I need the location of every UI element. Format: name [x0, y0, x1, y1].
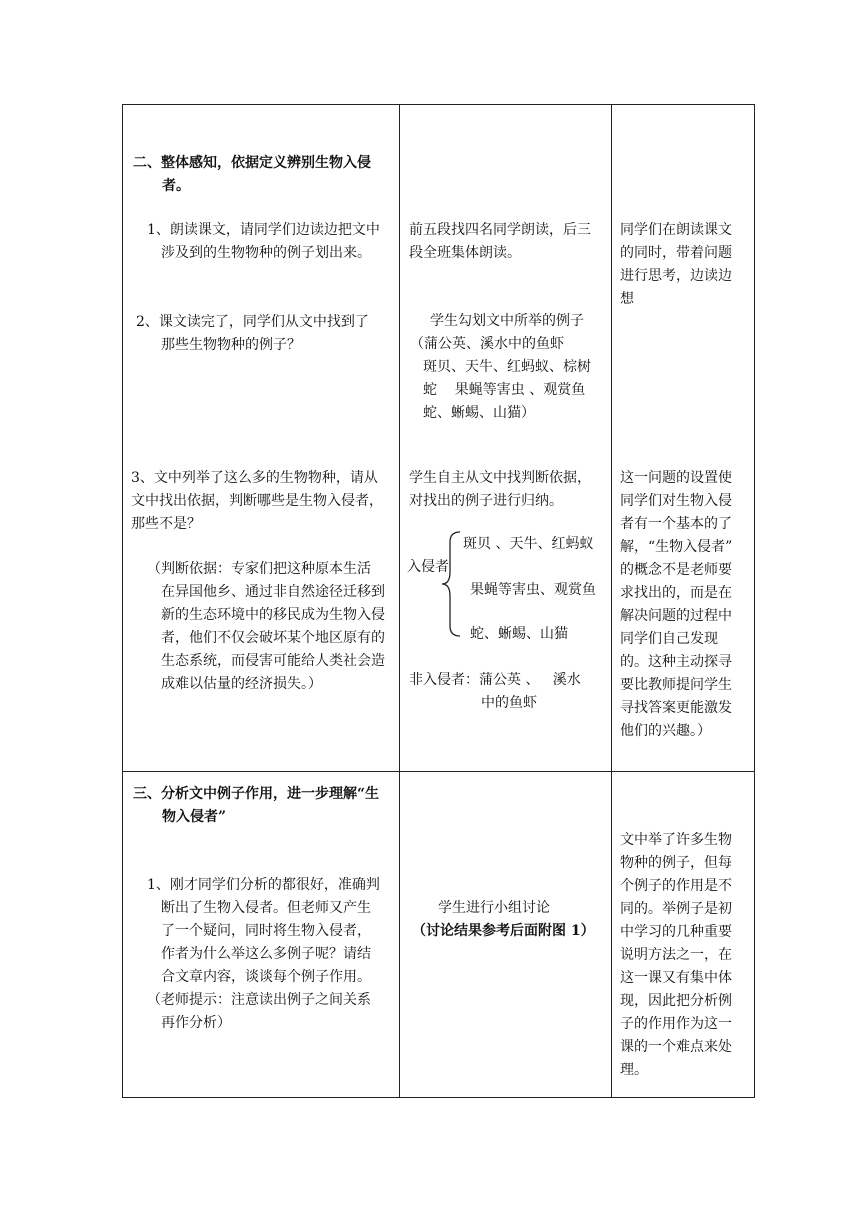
question-2: 2、课文读完了，同学们从文中找到了: [136, 314, 369, 330]
question-3: 3、文中列举了这么多的生物物种，请从: [131, 470, 378, 486]
discussion-result-note: （讨论结果参考后面附图 1）: [412, 923, 595, 939]
activity-2-cont: 蛇、蜥蜴、山猫）: [423, 405, 535, 421]
question-1: 1、朗读课文，请同学们边读边把文中: [147, 222, 380, 238]
activity-2-cont: 斑贝、天牛、红蚂蚁、棕树: [423, 359, 591, 375]
section-heading-2-cont: 者。: [162, 178, 190, 194]
curly-brace: [440, 530, 462, 638]
section-heading-2: 二、整体感知，依据定义辨别生物入侵: [133, 155, 371, 171]
commentary-2-cont: 解决问题的过程中: [620, 608, 732, 624]
criteria-note-cont: 者，他们不仅会破坏某个地区原有的: [161, 630, 385, 646]
question-4-cont: 断出了生物入侵者。但老师又产生: [161, 900, 371, 916]
commentary-3-cont: 这一课又有集中体: [620, 970, 732, 986]
section-heading-3: 三、分析文中例子作用，进一步理解“生: [133, 786, 380, 802]
criteria-note-cont: 在异国他乡、通过非自然途径迁移到: [161, 584, 385, 600]
commentary-2-cont: 他们的兴趣。）: [620, 723, 711, 739]
commentary-3-cont: 理。: [620, 1062, 648, 1078]
invader-label: 入侵者: [407, 559, 449, 575]
commentary-2-cont: 同学们自己发现: [620, 631, 718, 647]
column-divider: [611, 105, 612, 1097]
commentary-1-cont: 的同时，带着问题: [620, 245, 732, 261]
non-invader: 非入侵者：蒲公英 、 溪水: [409, 672, 581, 688]
question-2-cont: 那些生物物种的例子？: [161, 337, 301, 353]
question-1-cont: 涉及到的生物物种的例子划出来。: [161, 245, 371, 261]
commentary-1-cont: 进行思考，边读边: [620, 268, 732, 284]
non-invader-cont: 中的鱼虾: [481, 695, 537, 711]
commentary-3-cont: 中学习的几种重要: [620, 924, 732, 940]
activity-2-cont: 蛇 果蝇等害虫 、观赏鱼: [423, 382, 586, 398]
commentary-3-cont: 个例子的作用是不: [620, 878, 732, 894]
commentary-3-cont: 子的作用作为这一: [620, 1016, 732, 1032]
question-4-cont: 作者为什么举这么多例子呢？请结: [161, 946, 371, 962]
question-3-cont: 那些不是？: [131, 516, 201, 532]
commentary-2-cont: 者有一个基本的了: [620, 516, 732, 532]
commentary-2-cont: 要比教师提问学生: [620, 677, 732, 693]
commentary-2: 这一问题的设置使: [620, 470, 732, 486]
section-heading-3-cont: 物入侵者”: [162, 809, 227, 825]
commentary-3-cont: 同的。举例子是初: [620, 901, 732, 917]
activity-3-cont: 对找出的例子进行归纳。: [409, 493, 563, 509]
commentary-2-cont: 解，“生物入侵者”: [620, 539, 733, 555]
teacher-hint: （老师提示：注意读出例子之间关系: [147, 992, 371, 1008]
commentary-3-cont: 课的一个难点来处: [620, 1039, 732, 1055]
activity-1-cont: 段全班集体朗读。: [409, 245, 521, 261]
commentary-2-cont: 同学们对生物入侵: [620, 493, 732, 509]
question-4-cont: 了一个疑问，同时将生物入侵者，: [161, 923, 371, 939]
commentary-1-cont: 想: [620, 291, 634, 307]
question-3-cont: 文中找出依据，判断哪些是生物入侵者，: [131, 493, 383, 509]
commentary-2-cont: 的。这种主动探寻: [620, 654, 732, 670]
commentary-3-cont: 物种的例子，但每: [620, 855, 732, 871]
row-divider: [123, 771, 754, 772]
activity-1: 前五段找四名同学朗读，后三: [409, 222, 591, 238]
invader-list-item: 斑贝 、天牛、红蚂蚁: [463, 536, 594, 552]
commentary-2-cont: 的概念不是老师要: [620, 562, 732, 578]
criteria-note-cont: 生态系统，而侵害可能给人类社会造: [161, 653, 385, 669]
commentary-1: 同学们在朗读课文: [620, 222, 732, 238]
invader-list-item: 果蝇等害虫、观赏鱼: [470, 582, 596, 598]
commentary-2-cont: 寻找答案更能激发: [620, 700, 732, 716]
invader-list-item: 蛇、蜥蜴、山猫: [470, 626, 568, 642]
teacher-hint-cont: 再作分析）: [161, 1015, 231, 1031]
activity-2-cont: （蒲公英、溪水中的鱼虾: [410, 336, 564, 352]
group-discussion: 学生进行小组讨论: [438, 900, 550, 916]
question-4-cont: 合文章内容，谈谈每个例子作用。: [161, 969, 371, 985]
commentary-3: 文中举了许多生物: [620, 832, 732, 848]
activity-3: 学生自主从文中找判断依据，: [409, 470, 591, 486]
commentary-2-cont: 求找出的，而是在: [620, 585, 732, 601]
criteria-note-cont: 新的生态环境中的移民成为生物入侵: [161, 607, 385, 623]
commentary-3-cont: 说明方法之一，在: [620, 947, 732, 963]
commentary-3-cont: 现，因此把分析例: [620, 993, 732, 1009]
column-divider: [399, 105, 400, 1097]
criteria-note-cont: 成难以估量的经济损失。）: [161, 676, 322, 692]
activity-2: 学生勾划文中所举的例子: [430, 313, 584, 329]
question-4: 1、刚才同学们分析的都很好，准确判: [147, 877, 380, 893]
criteria-note: （判断依据：专家们把这种原本生活: [147, 561, 371, 577]
